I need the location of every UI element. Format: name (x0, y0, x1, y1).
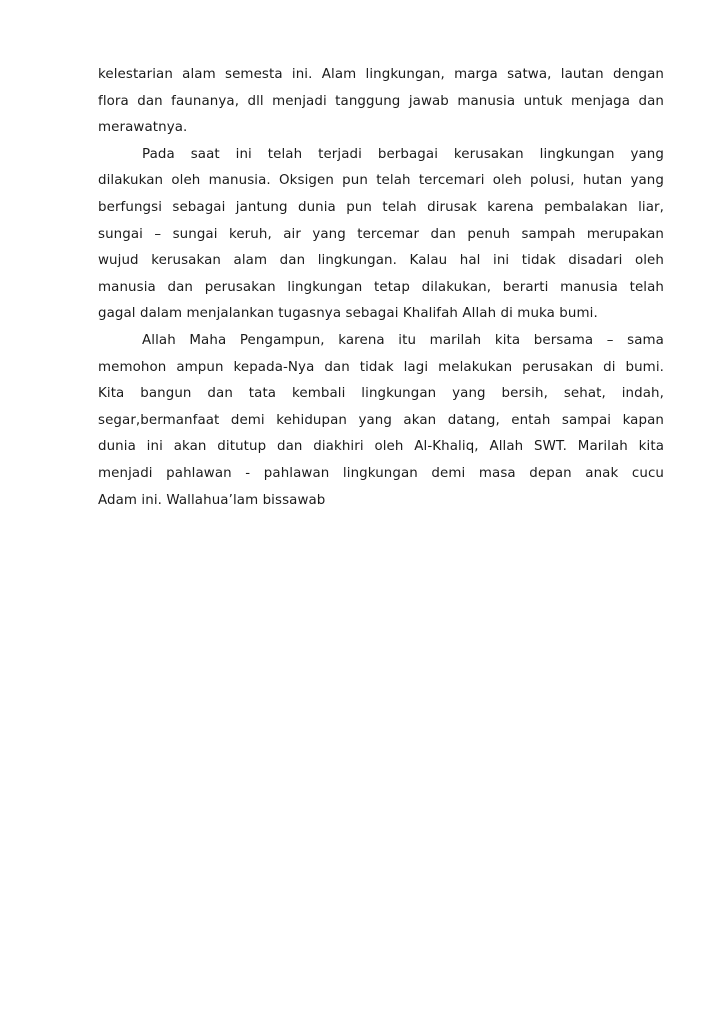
text-line: dunia ini akan ditutup dan diakhiri oleh Al-Khaliq, Allah SWT. Marilah kita (98, 439, 664, 455)
text-line (98, 142, 664, 169)
text-line: manusia dan perusakan lingkungan tetap dilakukan, berarti manusia telah (98, 279, 664, 295)
text-line: dilakukan oleh manusia. Oksigen pun telah tercemari oleh polusi, hutan yang (98, 173, 664, 189)
text-line: merawatnya. (98, 120, 188, 136)
text-line-content: Allah Maha Pengampun, karena itu marilah kita bersama – sama (142, 332, 664, 348)
text-line (98, 328, 664, 355)
text-line: menjadi pahlawan - pahlawan lingkungan demi masa depan anak cucu (98, 465, 664, 481)
text-line: Kita bangun dan tata kembali lingkungan yang bersih, sehat, indah, (98, 386, 664, 402)
text-line: sungai – sungai keruh, air yang tercemar dan penuh sampah merupakan (98, 226, 664, 242)
text-line: Adam ini. Wallahua’lam bissawab (98, 492, 326, 508)
text-line-content: Pada saat ini telah terjadi berbagai kerusakan lingkungan yang (142, 146, 664, 162)
body-text (98, 62, 664, 514)
text-line: flora dan faunanya, dll menjadi tanggung jawab manusia untuk menjaga dan (98, 93, 664, 109)
text-line: gagal dalam menjalankan tugasnya sebagai Khalifah Allah di muka bumi. (98, 306, 598, 322)
text-line: wujud kerusakan alam dan lingkungan. Kalau hal ini tidak disadari oleh (98, 253, 664, 269)
text-line: memohon ampun kepada-Nya dan tidak lagi melakukan perusakan di bumi. (98, 359, 664, 375)
text-line: kelestarian alam semesta ini. Alam lingkungan, marga satwa, lautan dengan (98, 67, 664, 82)
paragraph-1 (98, 62, 664, 142)
text-line: segar,bermanfaat demi kehidupan yang akan datang, entah sampai kapan (98, 412, 664, 428)
paragraph-2 (98, 142, 664, 328)
text-line: berfungsi sebagai jantung dunia pun telah dirusak karena pembalakan liar, (98, 199, 664, 215)
paragraph-3 (98, 328, 664, 514)
